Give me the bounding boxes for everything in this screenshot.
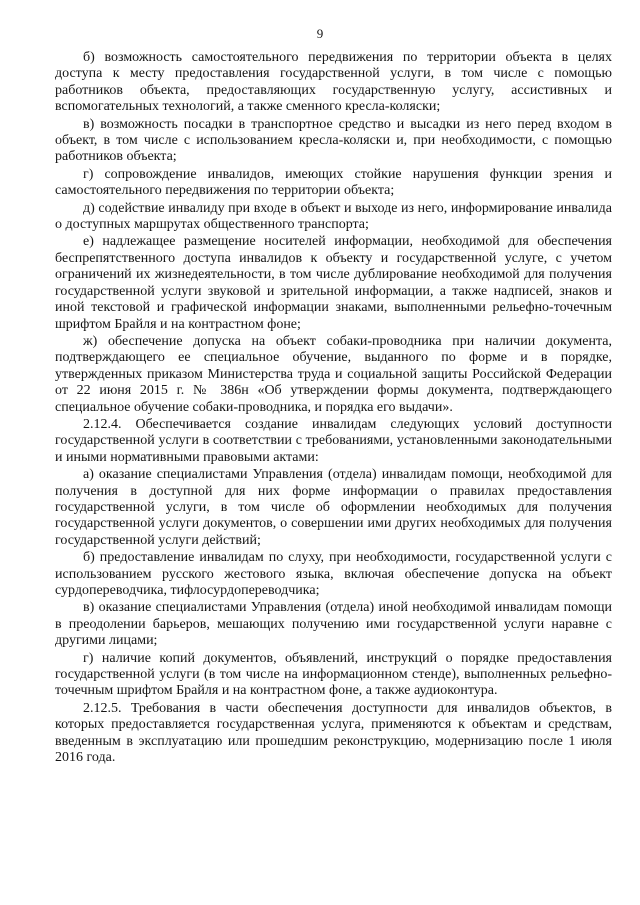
section-2-12-5: 2.12.5. Требования в части обеспечения доступности для инвалидов объектов, в которых предоставляется государственная услуга, применяются к объектам и средствам, введенным в эксплуатацию или прошедшим реконструкцию, модернизацию после 1 июля 2016 года. <box>55 700 612 766</box>
paragraph-d-assistance: д) содействие инвалиду при входе в объект и выходе из него, информирование инвалида о доступных маршрутах общественного транспорта; <box>55 200 612 233</box>
paragraph-b-movement: б) возможность самостоятельного передвижения по территории объекта в целях доступа к месту предоставления государственной услуги, в том числе с помощью работников объекта, предоставляющих государственную услугу, ассистивных и вспомогательных технологий, а также сменного кресла-коляски; <box>55 50 612 115</box>
paragraph-v-barriers: в) оказание специалистами Управления (отдела) иной необходимой инвалидам помощи в преодолении барьеров, мешающих получению ими государственной услуги наравне с другими лицами; <box>55 600 612 649</box>
section-2-12-4: 2.12.4. Обеспечивается создание инвалидам следующих условий доступности государственной услуги в соответствии с требованиями, установленными законодательными и иными нормативными правовыми актами: <box>55 416 612 465</box>
paragraph-e-information: е) надлежащее размещение носителей информации, необходимой для обеспечения беспрепятственного доступа инвалидов к объекту и государственной услуге, с учетом ограничений их жизнедеятельности, в том числе дублирование необходимой для получения государственной услуги звуковой и зрительной информации, а также надписей, знаков и иной текстовой и графической информации знаками, выполненными рельефно-точечным шрифтом Брайля и на контрастном фоне; <box>55 234 612 332</box>
paragraph-v-transport: в) возможность посадки в транспортное средство и высадки из него перед входом в объект, в том числе с использованием кресла-коляски и, при необходимости, с помощью работников объекта; <box>55 116 612 165</box>
paragraph-g-braille-copies: г) наличие копий документов, объявлений, инструкций о порядке предоставления государственной услуги (в том числе на информационном стенде), выполненных рельефно-точечным шрифтом Брайля и на контрастном фоне, а также аудиоконтура. <box>55 650 612 699</box>
paragraph-g-escort: г) сопровождение инвалидов, имеющих стойкие нарушения функции зрения и самостоятельного передвижения по территории объекта; <box>55 166 612 199</box>
document-body <box>55 50 612 767</box>
paragraph-a-specialist-help: а) оказание специалистами Управления (отдела) инвалидам помощи, необходимой для получения в доступной для них форме информации о правилах предоставления государственной услуги, в том числе об оформлении необходимых для получения государственной услуги документов, о совершении ими других необходимых для получения государственной услуги действий; <box>55 467 612 548</box>
page-number: 9 <box>316 26 324 41</box>
paragraph-zh-guide-dog: ж) обеспечение допуска на объект собаки-проводника при наличии документа, подтверждающего ее специальное обучение, выданного по форме и в порядке, утвержденных приказом Министерства труда и социальной защиты Российской Федерации от 22 июня 2015 г. № 386н «Об утверждении формы документа, подтверждающего специальное обучение собаки-проводника, и порядка его выдачи». <box>55 333 612 415</box>
paragraph-b-sign-language: б) предоставление инвалидам по слуху, при необходимости, государственной услуги с использованием русского жестового языка, включая обеспечение допуска на объект сурдопереводчика, тифлосурдопереводчика; <box>55 550 612 598</box>
